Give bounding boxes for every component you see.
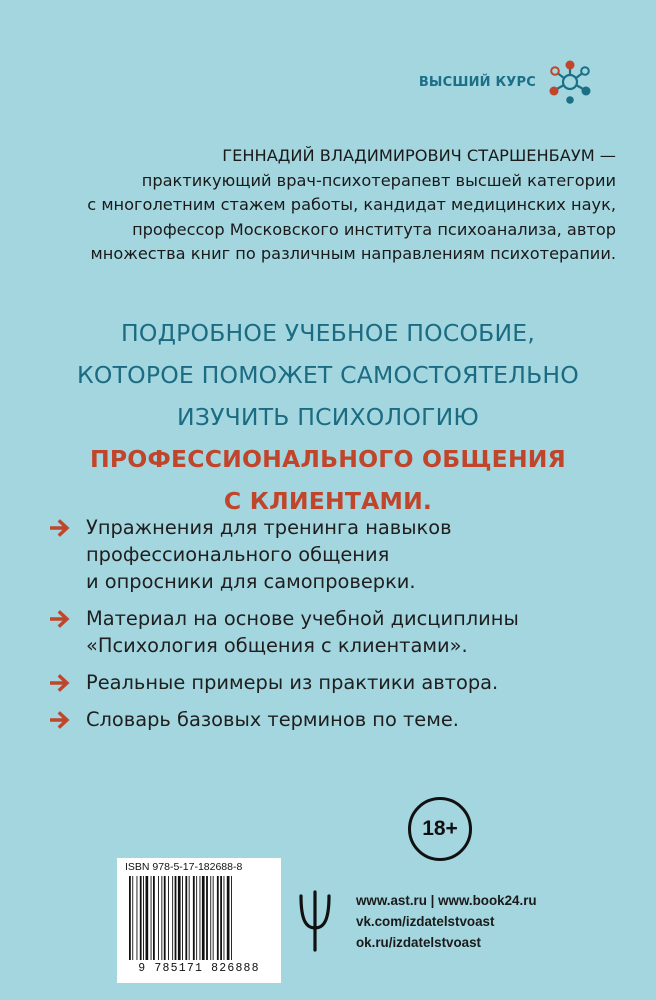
psi-icon [298, 890, 332, 952]
feature-text-line: Материал на основе учебной дисциплины [86, 607, 519, 630]
barcode-bars [127, 876, 271, 960]
vk-link[interactable]: vk.com/izdatelstvoast [356, 914, 495, 929]
feature-list [50, 514, 610, 743]
website-links[interactable]: www.ast.ru | www.book24.ru [356, 893, 537, 908]
feature-item [50, 706, 610, 733]
arrow-right-icon [50, 514, 86, 541]
author-bio-line: с многолетним стажем работы, кандидат медицинских наук, [87, 195, 616, 215]
age-rating-badge: 18+ [408, 797, 472, 861]
pitch-accent-line: ПРОФЕССИОНАЛЬНОГО ОБЩЕНИЯ [90, 445, 566, 473]
arrow-right-icon [50, 669, 86, 696]
series-label: ВЫСШИЙ КУРС [418, 74, 536, 90]
pitch-line: КОТОРОЕ ПОМОЖЕТ САМОСТОЯТЕЛЬНО [77, 361, 579, 389]
feature-text-line: Реальные примеры из практики автора. [86, 671, 499, 694]
feature-text-line: профессионального общения [86, 543, 390, 566]
arrow-right-icon [50, 706, 86, 733]
series-badge [419, 58, 594, 106]
feature-text-line: Упражнения для тренинга навыков [86, 516, 452, 539]
author-bio-line: практикующий врач-психотерапевт высшей категории [141, 170, 616, 190]
arrow-right-icon [50, 605, 86, 632]
feature-item [50, 514, 610, 595]
publisher-links [356, 890, 537, 953]
feature-text [86, 706, 459, 733]
barcode [117, 858, 281, 983]
feature-item [50, 605, 610, 659]
feature-text-line: и опросники для самопроверки. [86, 570, 416, 593]
ok-link[interactable]: ok.ru/izdatelstvoast [356, 935, 482, 950]
author-bio-line: профессор Московского института психоанализа, автор [132, 219, 616, 239]
feature-text [86, 514, 452, 595]
pitch-accent-line: С КЛИЕНТАМИ. [223, 487, 433, 515]
barcode-number: 9 785171 826888 [138, 962, 260, 975]
author-bio [40, 144, 616, 267]
pitch-line: ПОДРОБНОЕ УЧЕБНОЕ ПОСОБИЕ, [121, 319, 535, 347]
author-name-line: ГЕННАДИЙ ВЛАДИМИРОВИЧ СТАРШЕНБАУМ — [222, 146, 616, 165]
feature-text-line: Словарь базовых терминов по теме. [86, 708, 459, 731]
isbn-label: ISBN 978-5-17-182688-8 [125, 861, 243, 873]
author-bio-line: множества книг по различным направлениям психотерапии. [90, 244, 616, 264]
feature-text [86, 669, 498, 696]
pitch-line: ИЗУЧИТЬ ПСИХОЛОГИЮ [177, 403, 479, 431]
feature-text-line: «Психология общения с клиентами». [86, 634, 468, 657]
feature-text [86, 605, 519, 659]
book-pitch [0, 312, 656, 522]
feature-item [50, 669, 610, 696]
molecule-icon [546, 58, 594, 106]
